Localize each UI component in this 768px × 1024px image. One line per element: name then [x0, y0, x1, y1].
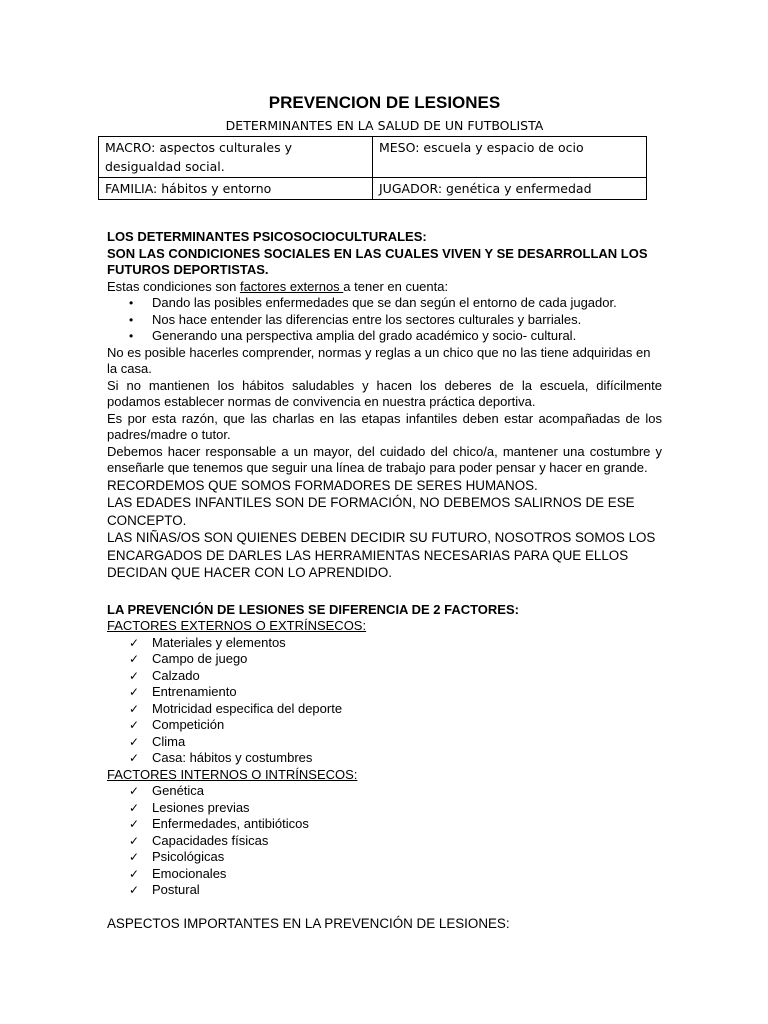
checkmark-icon: ✓: [129, 652, 140, 666]
table-cell-meso: MESO: escuela y espacio de ocio: [373, 137, 647, 178]
list-item-text: Competición: [152, 717, 225, 732]
checkmark-icon: ✓: [129, 718, 140, 732]
list-item-text: Emocionales: [152, 865, 227, 881]
list-item: [107, 800, 662, 817]
checkmark-icon: ✓: [129, 701, 140, 716]
list-item: [107, 717, 662, 734]
list-item-text: Capacidades físicas: [152, 832, 269, 848]
list-item: [107, 783, 662, 800]
external-factors-title: FACTORES EXTERNOS O EXTRÍNSECOS:: [107, 618, 367, 633]
table-row: [99, 178, 647, 200]
internal-factors-title: FACTORES INTERNOS O INTRÍNSECOS:: [107, 766, 358, 782]
checkmark-icon: ✓: [129, 635, 140, 650]
bullet-list: [107, 295, 662, 345]
page-title: PREVENCION DE LESIONES: [268, 93, 501, 112]
table-cell-macro: MACRO: aspectos culturales y desigualdad social.: [99, 137, 373, 178]
closing-heading: ASPECTOS IMPORTANTES EN LA PREVENCIÓN DE LESIONES:: [107, 915, 510, 931]
list-item: [107, 866, 662, 883]
list-item: [107, 833, 662, 850]
checkmark-icon: ✓: [129, 685, 140, 699]
bullet-icon: •: [129, 329, 134, 343]
body-paragraph: Si no mantienen los hábitos saludables y hacen los deberes de la escuela, difícilmente podamos establecer normas de convivencia en nuestra práctica deportiva.: [107, 377, 662, 409]
list-item: [107, 684, 662, 701]
checkmark-icon: ✓: [129, 800, 140, 815]
checkmark-icon: ✓: [129, 833, 140, 848]
list-item-text: Calzado: [152, 667, 200, 683]
list-item: [107, 651, 662, 668]
checkmark-icon: ✓: [129, 751, 140, 765]
list-item: [107, 668, 662, 685]
external-factors-link: factores externos: [239, 278, 344, 294]
intro-text: Estas condiciones son: [107, 278, 240, 294]
list-item-text: Postural: [152, 882, 200, 897]
checkmark-icon: ✓: [129, 784, 140, 798]
table-cell-jugador: JUGADOR: genética y enfermedad: [373, 178, 647, 200]
table-cell-familia: FAMILIA: hábitos y entorno: [99, 178, 373, 200]
list-item-text: Enfermedades, antibióticos: [152, 816, 309, 831]
section-subheading: SON LAS CONDICIONES SOCIALES EN LAS CUALES VIVEN Y SE DESARROLLAN LOS FUTUROS DEPORTISTAS.: [107, 245, 648, 277]
checkmark-icon: ✓: [129, 866, 140, 881]
page-subtitle: DETERMINANTES EN LA SALUD DE UN FUTBOLISTA: [225, 118, 544, 133]
list-item: [107, 882, 662, 899]
checkmark-icon: ✓: [129, 734, 140, 749]
checkmark-icon: ✓: [129, 668, 140, 683]
section-determinants: [107, 229, 662, 582]
table-row: [99, 137, 647, 178]
list-item-text: Dando las posibles enfermedades que se dan según el entorno de cada jugador.: [152, 295, 617, 310]
determinants-table: [98, 136, 647, 200]
list-item: [107, 295, 662, 312]
caps-paragraph: LAS NIÑAS/OS SON QUIENES DEBEN DECIDIR SU FUTURO, NOSOTROS SOMOS LOS ENCARGADOS DE DARLES LAS HERRAMIENTAS NECESARIAS PARA QUE ELLOS DECIDAN QUE HACER CON LO APRENDIDO.: [107, 530, 656, 580]
checkmark-icon: ✓: [129, 850, 140, 864]
body-paragraph: Debemos hacer responsable a un mayor, del cuidado del chico/a, mantener una costumbre y enseñarle que tenemos que seguir una línea de trabajo para poder pensar y hacer en grande.: [107, 443, 662, 475]
list-item-text: Psicológicas: [152, 849, 225, 864]
list-item: [107, 734, 662, 751]
external-factors-list: [107, 635, 662, 767]
list-item-text: Campo de juego: [152, 651, 248, 666]
list-item-text: Materiales y elementos: [152, 634, 286, 650]
list-item: [107, 701, 662, 718]
body-paragraph: Es por esta razón, que las charlas en las etapas infantiles deben estar acompañadas de los padres/madre o tutor.: [107, 410, 662, 442]
intro-text-end: a tener en cuenta:: [343, 278, 449, 294]
caps-paragraph: RECORDEMOS QUE SOMOS FORMADORES DE SERES HUMANOS.: [107, 477, 538, 493]
section-heading: LOS DETERMINANTES PSICOSOCIOCULTURALES:: [107, 229, 427, 244]
list-item: [107, 816, 662, 833]
list-item-text: Clima: [152, 733, 186, 749]
list-item-text: Genética: [152, 783, 205, 798]
document-body: [107, 92, 662, 932]
body-paragraph: No es posible hacerles comprender, normas y reglas a un chico que no las tiene adquiridas en la casa.: [107, 344, 651, 376]
list-item: [107, 750, 662, 767]
bullet-icon: •: [129, 296, 134, 310]
list-item-text: Lesiones previas: [152, 799, 250, 815]
caps-paragraph: LAS EDADES INFANTILES SON DE FORMACIÓN, NO DEBEMOS SALIRNOS DE ESE CONCEPTO.: [107, 495, 635, 528]
list-item: [107, 312, 662, 329]
list-item-text: Motricidad especifica del deporte: [152, 700, 343, 716]
checkmark-icon: ✓: [129, 883, 140, 897]
intro-paragraph: [107, 279, 662, 296]
section-prevention-factors: [107, 602, 662, 933]
section-heading: LA PREVENCIÓN DE LESIONES SE DIFERENCIA DE 2 FACTORES:: [107, 601, 519, 617]
list-item: [107, 635, 662, 652]
list-item: [107, 328, 662, 345]
list-item-text: Generando una perspectiva amplia del grado académico y socio- cultural.: [152, 328, 577, 343]
list-item-text: Casa: hábitos y costumbres: [152, 750, 313, 765]
list-item: [107, 849, 662, 866]
internal-factors-list: [107, 783, 662, 899]
list-item-text: Entrenamiento: [152, 684, 237, 699]
list-item-text: Nos hace entender las diferencias entre los sectores culturales y barriales.: [152, 311, 582, 327]
checkmark-icon: ✓: [129, 817, 140, 831]
bullet-icon: •: [129, 312, 134, 327]
